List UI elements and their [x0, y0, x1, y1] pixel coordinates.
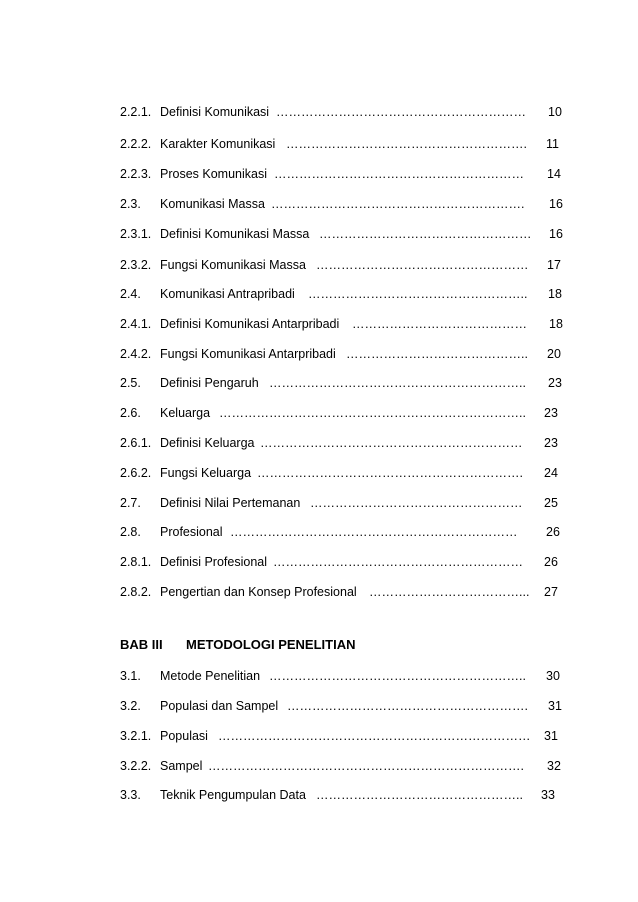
- entry-leader: …………………………………………..: [316, 788, 523, 802]
- entry-leader: …………………………………………………….: [271, 197, 525, 211]
- entry-leader: ……………………………………………………: [276, 105, 526, 119]
- entry-title: Proses Komunikasi: [160, 167, 267, 181]
- entry-page-number: 26: [544, 555, 558, 569]
- chapter-title: METODOLOGI PENELITIAN: [186, 637, 356, 652]
- entry-leader: ……………………………………………………………: [230, 525, 518, 539]
- entry-leader: ……………………………………………: [319, 227, 532, 241]
- entry-page-number: 27: [544, 585, 558, 599]
- entry-number: 2.4.1.: [120, 317, 152, 331]
- entry-page-number: 23: [548, 376, 562, 390]
- entry-page-number: 32: [547, 759, 561, 773]
- entry-title: Fungsi Komunikasi Massa: [160, 258, 306, 272]
- entry-leader: ………………………………………………………: [260, 436, 523, 450]
- entry-number: 3.3.: [120, 788, 141, 802]
- entry-number: 2.8.2.: [120, 585, 152, 599]
- toc-entry: [120, 225, 570, 243]
- entry-page-number: 33: [541, 788, 555, 802]
- entry-number: 2.4.: [120, 287, 141, 301]
- toc-entry: [120, 464, 570, 482]
- entry-title: Metode Penelitian: [160, 669, 261, 683]
- entry-leader: …………………………………………………………………: [218, 729, 531, 743]
- entry-title: Definisi Nilai Pertemanan: [160, 496, 301, 510]
- toc-entry: [120, 374, 570, 392]
- entry-number: 2.2.3.: [120, 167, 152, 181]
- entry-page-number: 18: [549, 317, 563, 331]
- toc-entry: [120, 523, 570, 541]
- toc-entry: [120, 727, 570, 745]
- entry-title: Definisi Profesional: [160, 555, 267, 569]
- entry-page-number: 24: [544, 466, 558, 480]
- toc-entry: [120, 786, 570, 804]
- entry-title: Karakter Komunikasi: [160, 137, 276, 151]
- entry-number: 2.7.: [120, 496, 141, 510]
- entry-title: Populasi: [160, 729, 208, 743]
- entry-page-number: 18: [548, 287, 562, 301]
- entry-title: Keluarga: [160, 406, 211, 420]
- entry-page-number: 11: [546, 137, 559, 151]
- entry-number: 2.8.1.: [120, 555, 152, 569]
- entry-leader: ……………………………………………: [316, 258, 529, 272]
- entry-page-number: 31: [548, 699, 562, 713]
- chapter-number: BAB III: [120, 637, 163, 652]
- entry-page-number: 31: [544, 729, 558, 743]
- entry-page-number: 23: [544, 406, 558, 420]
- entry-page-number: 17: [547, 258, 561, 272]
- entry-title: Fungsi Komunikasi Antarpribadi: [160, 347, 336, 361]
- entry-title: Komunikasi Massa: [160, 197, 265, 211]
- entry-number: 2.3.1.: [120, 227, 152, 241]
- entry-number: 2.6.1.: [120, 436, 152, 450]
- entry-leader: ………………………………………………….: [286, 137, 527, 151]
- entry-number: 2.5.: [120, 376, 141, 390]
- entry-leader: ……………………………………………………: [273, 555, 523, 569]
- entry-title: Definisi Pengaruh: [160, 376, 259, 390]
- entry-leader: ……………………………………………………: [274, 167, 524, 181]
- entry-page-number: 16: [549, 197, 563, 211]
- toc-entry: [120, 285, 570, 303]
- entry-page-number: 23: [544, 436, 558, 450]
- entry-number: 2.3.: [120, 197, 141, 211]
- entry-leader: ……………………………………………………..: [269, 376, 526, 390]
- entry-page-number: 16: [549, 227, 563, 241]
- entry-page-number: 26: [546, 525, 560, 539]
- entry-title: Populasi dan Sampel: [160, 699, 279, 713]
- entry-leader: ……………………………………………..: [308, 287, 528, 301]
- entry-page-number: 10: [548, 105, 562, 119]
- entry-number: 3.2.2.: [120, 759, 152, 773]
- entry-leader: ………………………………………………….: [287, 699, 528, 713]
- entry-title: Fungsi Keluarga: [160, 466, 252, 480]
- entry-title: Definisi Komunikasi: [160, 105, 270, 119]
- toc-entry: [120, 553, 570, 571]
- entry-number: 3.2.1.: [120, 729, 152, 743]
- toc-entry: [120, 165, 570, 183]
- toc-entry: [120, 494, 570, 512]
- entry-number: 2.2.2.: [120, 137, 152, 151]
- toc-entry: [120, 434, 570, 452]
- toc-entry: [120, 757, 570, 775]
- toc-entry: [120, 404, 570, 422]
- entry-leader: ………………………………...: [369, 585, 530, 599]
- entry-page-number: 25: [544, 496, 558, 510]
- entry-leader: ……………………………………………: [310, 496, 523, 510]
- toc-entry: [120, 256, 570, 274]
- entry-title: Profesional: [160, 525, 223, 539]
- entry-title: Definisi Komunikasi Antarpribadi: [160, 317, 340, 331]
- toc-entry: [120, 103, 570, 121]
- entry-title: Pengertian dan Konsep Profesional: [160, 585, 357, 599]
- entry-number: 2.6.: [120, 406, 141, 420]
- entry-number: 3.1.: [120, 669, 141, 683]
- entry-number: 2.8.: [120, 525, 141, 539]
- entry-title: Definisi Komunikasi Massa: [160, 227, 310, 241]
- entry-page-number: 14: [547, 167, 561, 181]
- toc-entry: [120, 583, 570, 601]
- toc-entry: [120, 667, 570, 685]
- entry-page-number: 20: [547, 347, 561, 361]
- entry-leader: ……………………………………..: [346, 347, 528, 361]
- toc-entry: [120, 135, 570, 153]
- entry-number: 2.3.2.: [120, 258, 152, 272]
- entry-number: 3.2.: [120, 699, 141, 713]
- toc-entry: [120, 345, 570, 363]
- toc-entry: [120, 697, 570, 715]
- entry-number: 2.2.1.: [120, 105, 152, 119]
- entry-title: Sampel: [160, 759, 203, 773]
- entry-title: Komunikasi Antrapribadi: [160, 287, 295, 301]
- entry-title: Teknik Pengumpulan Data: [160, 788, 306, 802]
- entry-leader: ………………………………………………………………….: [208, 759, 524, 773]
- entry-leader: ………………………………………………………………..: [219, 406, 526, 420]
- entry-page-number: 30: [546, 669, 560, 683]
- entry-number: 2.6.2.: [120, 466, 152, 480]
- toc-entry: [120, 195, 570, 213]
- entry-number: 2.4.2.: [120, 347, 152, 361]
- entry-leader: ……………………………………: [352, 317, 527, 331]
- toc-entry: [120, 315, 570, 333]
- entry-leader: ……………………………………………………….: [257, 466, 523, 480]
- entry-leader: ……………………………………………………..: [269, 669, 526, 683]
- entry-title: Definisi Keluarga: [160, 436, 255, 450]
